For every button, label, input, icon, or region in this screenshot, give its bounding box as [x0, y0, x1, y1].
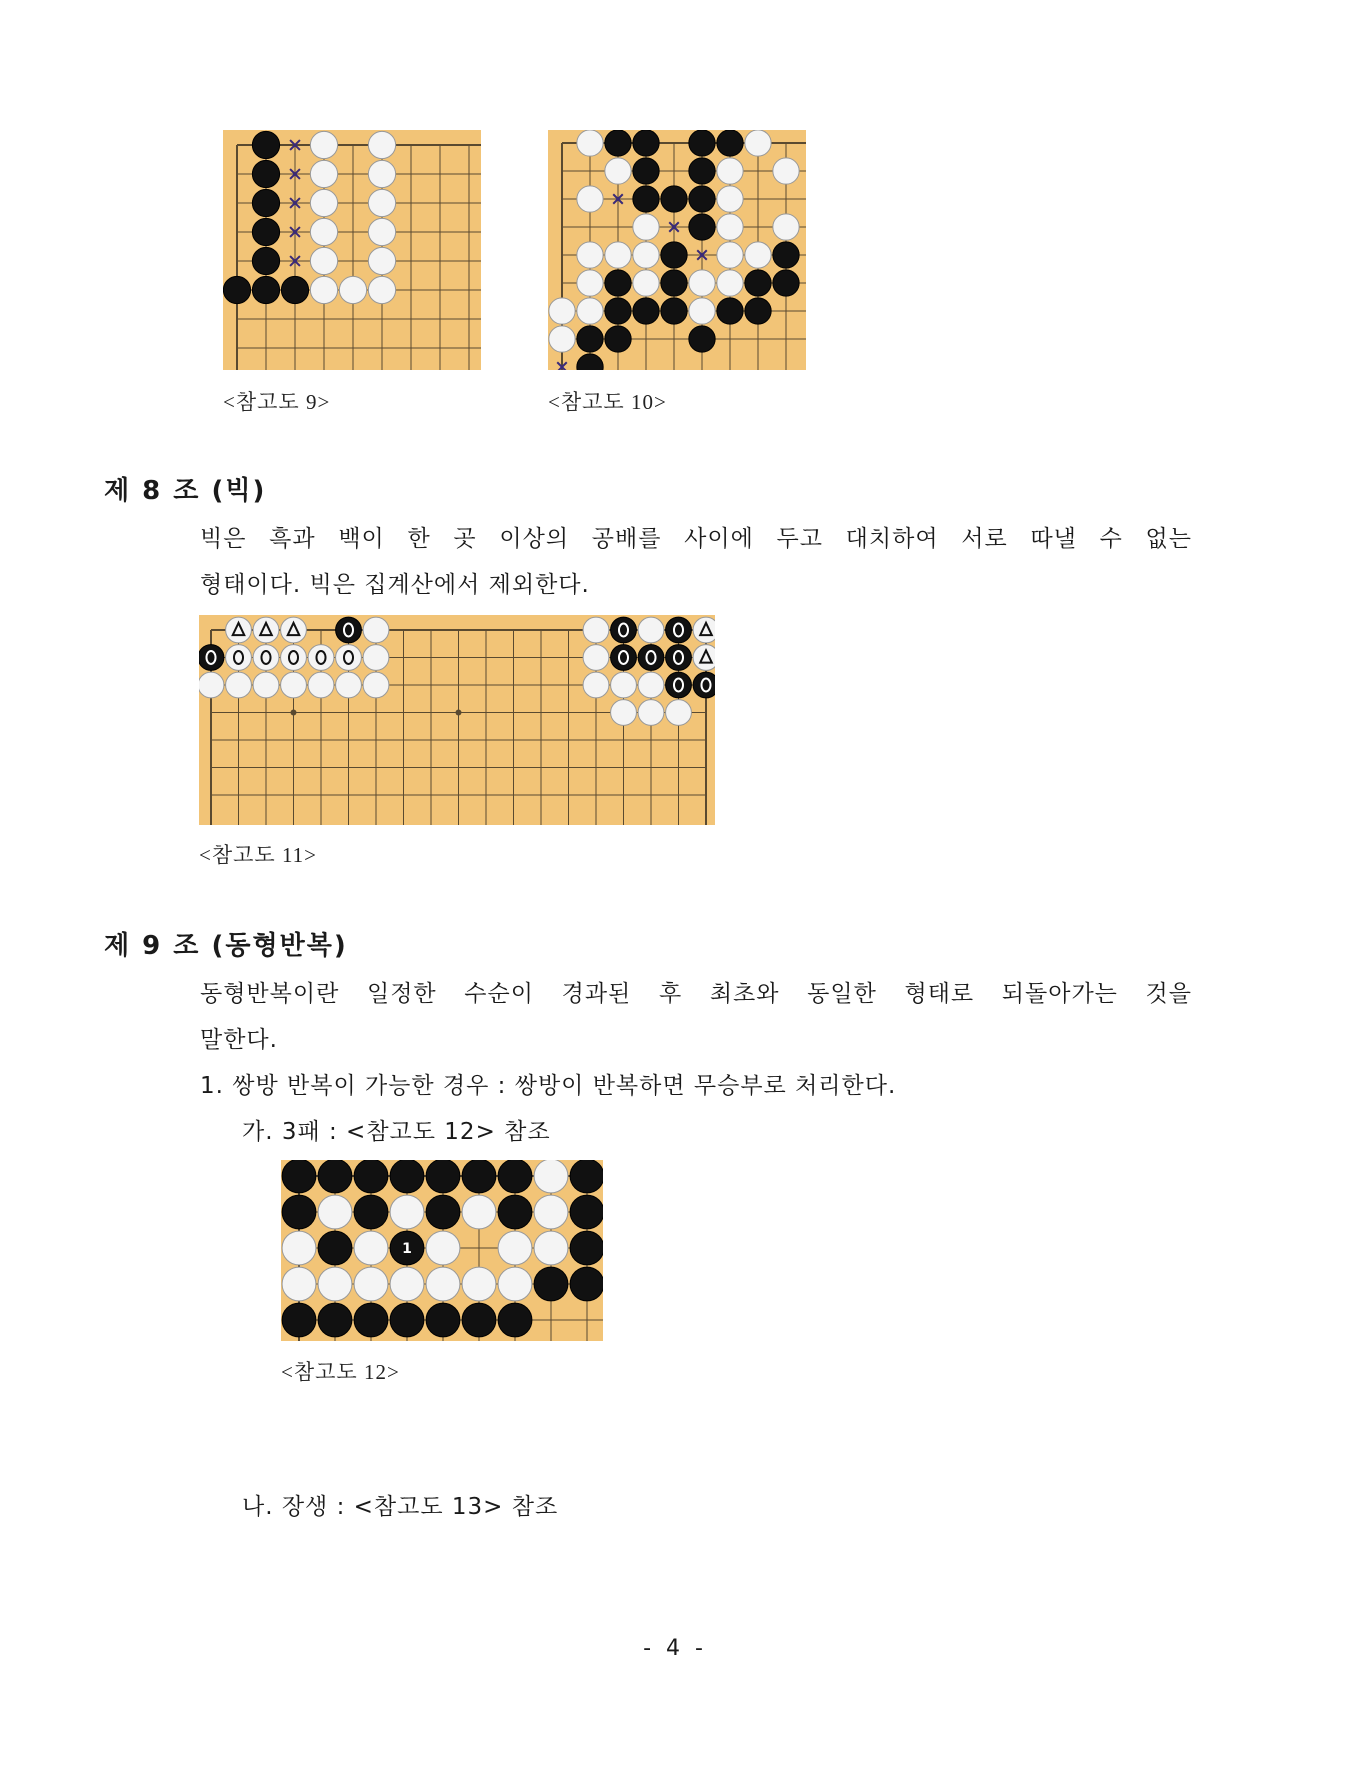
go-diagram-12 [281, 1160, 603, 1341]
white-stone [583, 645, 609, 671]
black-stone [252, 218, 279, 245]
article-8-line-1: 빅은 흑과 백이 한 곳 이상의 공배를 사이에 두고 대치하여 서로 따낼 수 없는 [200, 526, 1192, 552]
black-stone [633, 130, 659, 156]
black-stone [689, 326, 715, 352]
black-stone [689, 158, 715, 184]
white-stone [689, 270, 715, 296]
black-stone [661, 298, 687, 324]
black-stone [633, 158, 659, 184]
white-stone [368, 189, 395, 216]
black-stone [282, 1303, 316, 1337]
figure-9-caption: <참고도 9> [223, 390, 331, 414]
white-stone [318, 1195, 352, 1229]
white-stone [282, 1231, 316, 1265]
article-9-item-a: 가. 3패 : <참고도 12> 참조 [242, 1119, 551, 1145]
article-9-item-1: 1. 쌍방 반복이 가능한 경우 : 쌍방이 반복하면 무승부로 처리한다. [200, 1073, 897, 1099]
white-stone [717, 242, 743, 268]
black-stone [577, 354, 603, 370]
black-stone [611, 645, 637, 671]
black-stone [570, 1195, 603, 1229]
black-stone [661, 186, 687, 212]
white-stone [611, 700, 637, 726]
white-stone [310, 131, 337, 158]
white-stone [717, 158, 743, 184]
white-stone [638, 700, 664, 726]
white-stone [226, 672, 252, 698]
black-stone [633, 186, 659, 212]
black-stone [717, 130, 743, 156]
white-stone [363, 617, 389, 643]
white-stone [498, 1231, 532, 1265]
white-stone [717, 214, 743, 240]
white-stone [253, 672, 279, 698]
go-diagram-11 [199, 615, 715, 825]
page-number: - 4 - [643, 1636, 707, 1661]
black-stone [666, 672, 692, 698]
black-stone [390, 1303, 424, 1337]
black-stone [462, 1303, 496, 1337]
white-stone [318, 1267, 352, 1301]
black-stone [633, 298, 659, 324]
white-stone [633, 270, 659, 296]
white-stone [368, 218, 395, 245]
white-stone [583, 672, 609, 698]
white-stone [310, 276, 337, 303]
white-stone [281, 672, 307, 698]
white-stone [693, 617, 715, 643]
white-stone [773, 214, 799, 240]
white-stone [199, 672, 224, 698]
white-stone [363, 672, 389, 698]
white-stone [534, 1160, 568, 1193]
white-stone [336, 672, 362, 698]
white-stone [638, 617, 664, 643]
white-stone [390, 1267, 424, 1301]
white-stone [577, 186, 603, 212]
white-stone [549, 298, 575, 324]
black-stone [605, 270, 631, 296]
black-stone [354, 1195, 388, 1229]
black-stone [689, 130, 715, 156]
white-stone [282, 1267, 316, 1301]
white-stone [368, 131, 395, 158]
white-stone [577, 130, 603, 156]
black-stone [462, 1160, 496, 1193]
black-stone [318, 1231, 352, 1265]
white-stone [462, 1195, 496, 1229]
white-stone [462, 1267, 496, 1301]
white-stone [368, 247, 395, 274]
white-stone [308, 672, 334, 698]
black-stone [611, 617, 637, 643]
white-stone [693, 645, 715, 671]
black-stone [354, 1303, 388, 1337]
white-stone [354, 1231, 388, 1265]
black-stone [426, 1303, 460, 1337]
figure-12-caption: <참고도 12> [281, 1360, 400, 1384]
black-stone [661, 270, 687, 296]
black-stone [570, 1267, 603, 1301]
white-stone [577, 298, 603, 324]
black-stone [666, 645, 692, 671]
black-stone [390, 1160, 424, 1193]
white-stone [253, 645, 279, 671]
white-stone [336, 645, 362, 671]
black-stone [426, 1160, 460, 1193]
white-stone [605, 158, 631, 184]
white-stone [549, 326, 575, 352]
black-stone [281, 276, 308, 303]
black-stone [318, 1160, 352, 1193]
white-stone [310, 160, 337, 187]
go-diagram-9 [223, 130, 481, 370]
white-stone [611, 672, 637, 698]
white-stone [426, 1267, 460, 1301]
black-stone [661, 242, 687, 268]
white-stone [354, 1267, 388, 1301]
white-stone [633, 242, 659, 268]
black-stone [745, 270, 771, 296]
move-number: 1 [402, 1241, 412, 1257]
black-stone [577, 326, 603, 352]
article-8-heading: 제 8 조 (빅) [104, 476, 267, 506]
black-stone [282, 1160, 316, 1193]
go-board-figure-9 [223, 130, 481, 370]
black-stone [570, 1231, 603, 1265]
white-stone [633, 214, 659, 240]
article-9-line-2: 말한다. [200, 1027, 278, 1053]
white-stone [390, 1195, 424, 1229]
black-stone [773, 270, 799, 296]
white-stone [308, 645, 334, 671]
white-stone [577, 270, 603, 296]
white-stone [745, 242, 771, 268]
white-stone [773, 158, 799, 184]
black-stone [318, 1303, 352, 1337]
star-point [291, 710, 297, 716]
black-stone [745, 298, 771, 324]
white-stone [363, 645, 389, 671]
article-8-line-2: 형태이다. 빅은 집계산에서 제외한다. [200, 572, 590, 598]
black-stone [426, 1195, 460, 1229]
black-stone [252, 276, 279, 303]
black-stone [252, 160, 279, 187]
black-stone [534, 1267, 568, 1301]
black-stone [717, 298, 743, 324]
white-stone [717, 270, 743, 296]
black-stone [252, 131, 279, 158]
go-board-figure-10 [548, 130, 806, 370]
black-stone [689, 214, 715, 240]
black-stone [336, 617, 362, 643]
black-stone [252, 189, 279, 216]
black-stone [282, 1195, 316, 1229]
white-stone [534, 1231, 568, 1265]
star-point [456, 710, 462, 716]
black-stone [498, 1195, 532, 1229]
white-stone [666, 700, 692, 726]
white-stone [534, 1195, 568, 1229]
go-diagram-10 [548, 130, 806, 370]
figure-10-caption: <참고도 10> [548, 390, 667, 414]
white-stone [310, 247, 337, 274]
article-9-item-b: 나. 장생 : <참고도 13> 참조 [242, 1494, 559, 1520]
black-stone [605, 130, 631, 156]
article-9-line-1: 동형반복이란 일정한 수순이 경과된 후 최초와 동일한 형태로 되돌아가는 것을 [200, 981, 1192, 1007]
article-9-heading: 제 9 조 (동형반복) [104, 931, 348, 961]
white-stone [689, 298, 715, 324]
black-stone [605, 326, 631, 352]
white-stone [368, 160, 395, 187]
black-stone [199, 645, 224, 671]
go-board-figure-12 [281, 1160, 603, 1341]
black-stone [693, 672, 715, 698]
white-stone [426, 1231, 460, 1265]
black-stone [638, 645, 664, 671]
black-stone [354, 1160, 388, 1193]
black-stone [570, 1160, 603, 1193]
black-stone [666, 617, 692, 643]
black-stone [252, 247, 279, 274]
white-stone [226, 645, 252, 671]
white-stone [583, 617, 609, 643]
white-stone [310, 218, 337, 245]
black-stone [773, 242, 799, 268]
white-stone [745, 130, 771, 156]
white-stone [310, 189, 337, 216]
white-stone [281, 645, 307, 671]
white-stone [605, 242, 631, 268]
black-stone [498, 1303, 532, 1337]
white-stone [339, 276, 366, 303]
white-stone [638, 672, 664, 698]
white-stone [368, 276, 395, 303]
white-stone [498, 1267, 532, 1301]
figure-11-caption: <참고도 11> [199, 843, 318, 867]
white-stone [717, 186, 743, 212]
go-board-figure-11 [199, 615, 715, 825]
black-stone [689, 186, 715, 212]
white-stone [577, 242, 603, 268]
black-stone [605, 298, 631, 324]
black-stone [223, 276, 250, 303]
black-stone [498, 1160, 532, 1193]
